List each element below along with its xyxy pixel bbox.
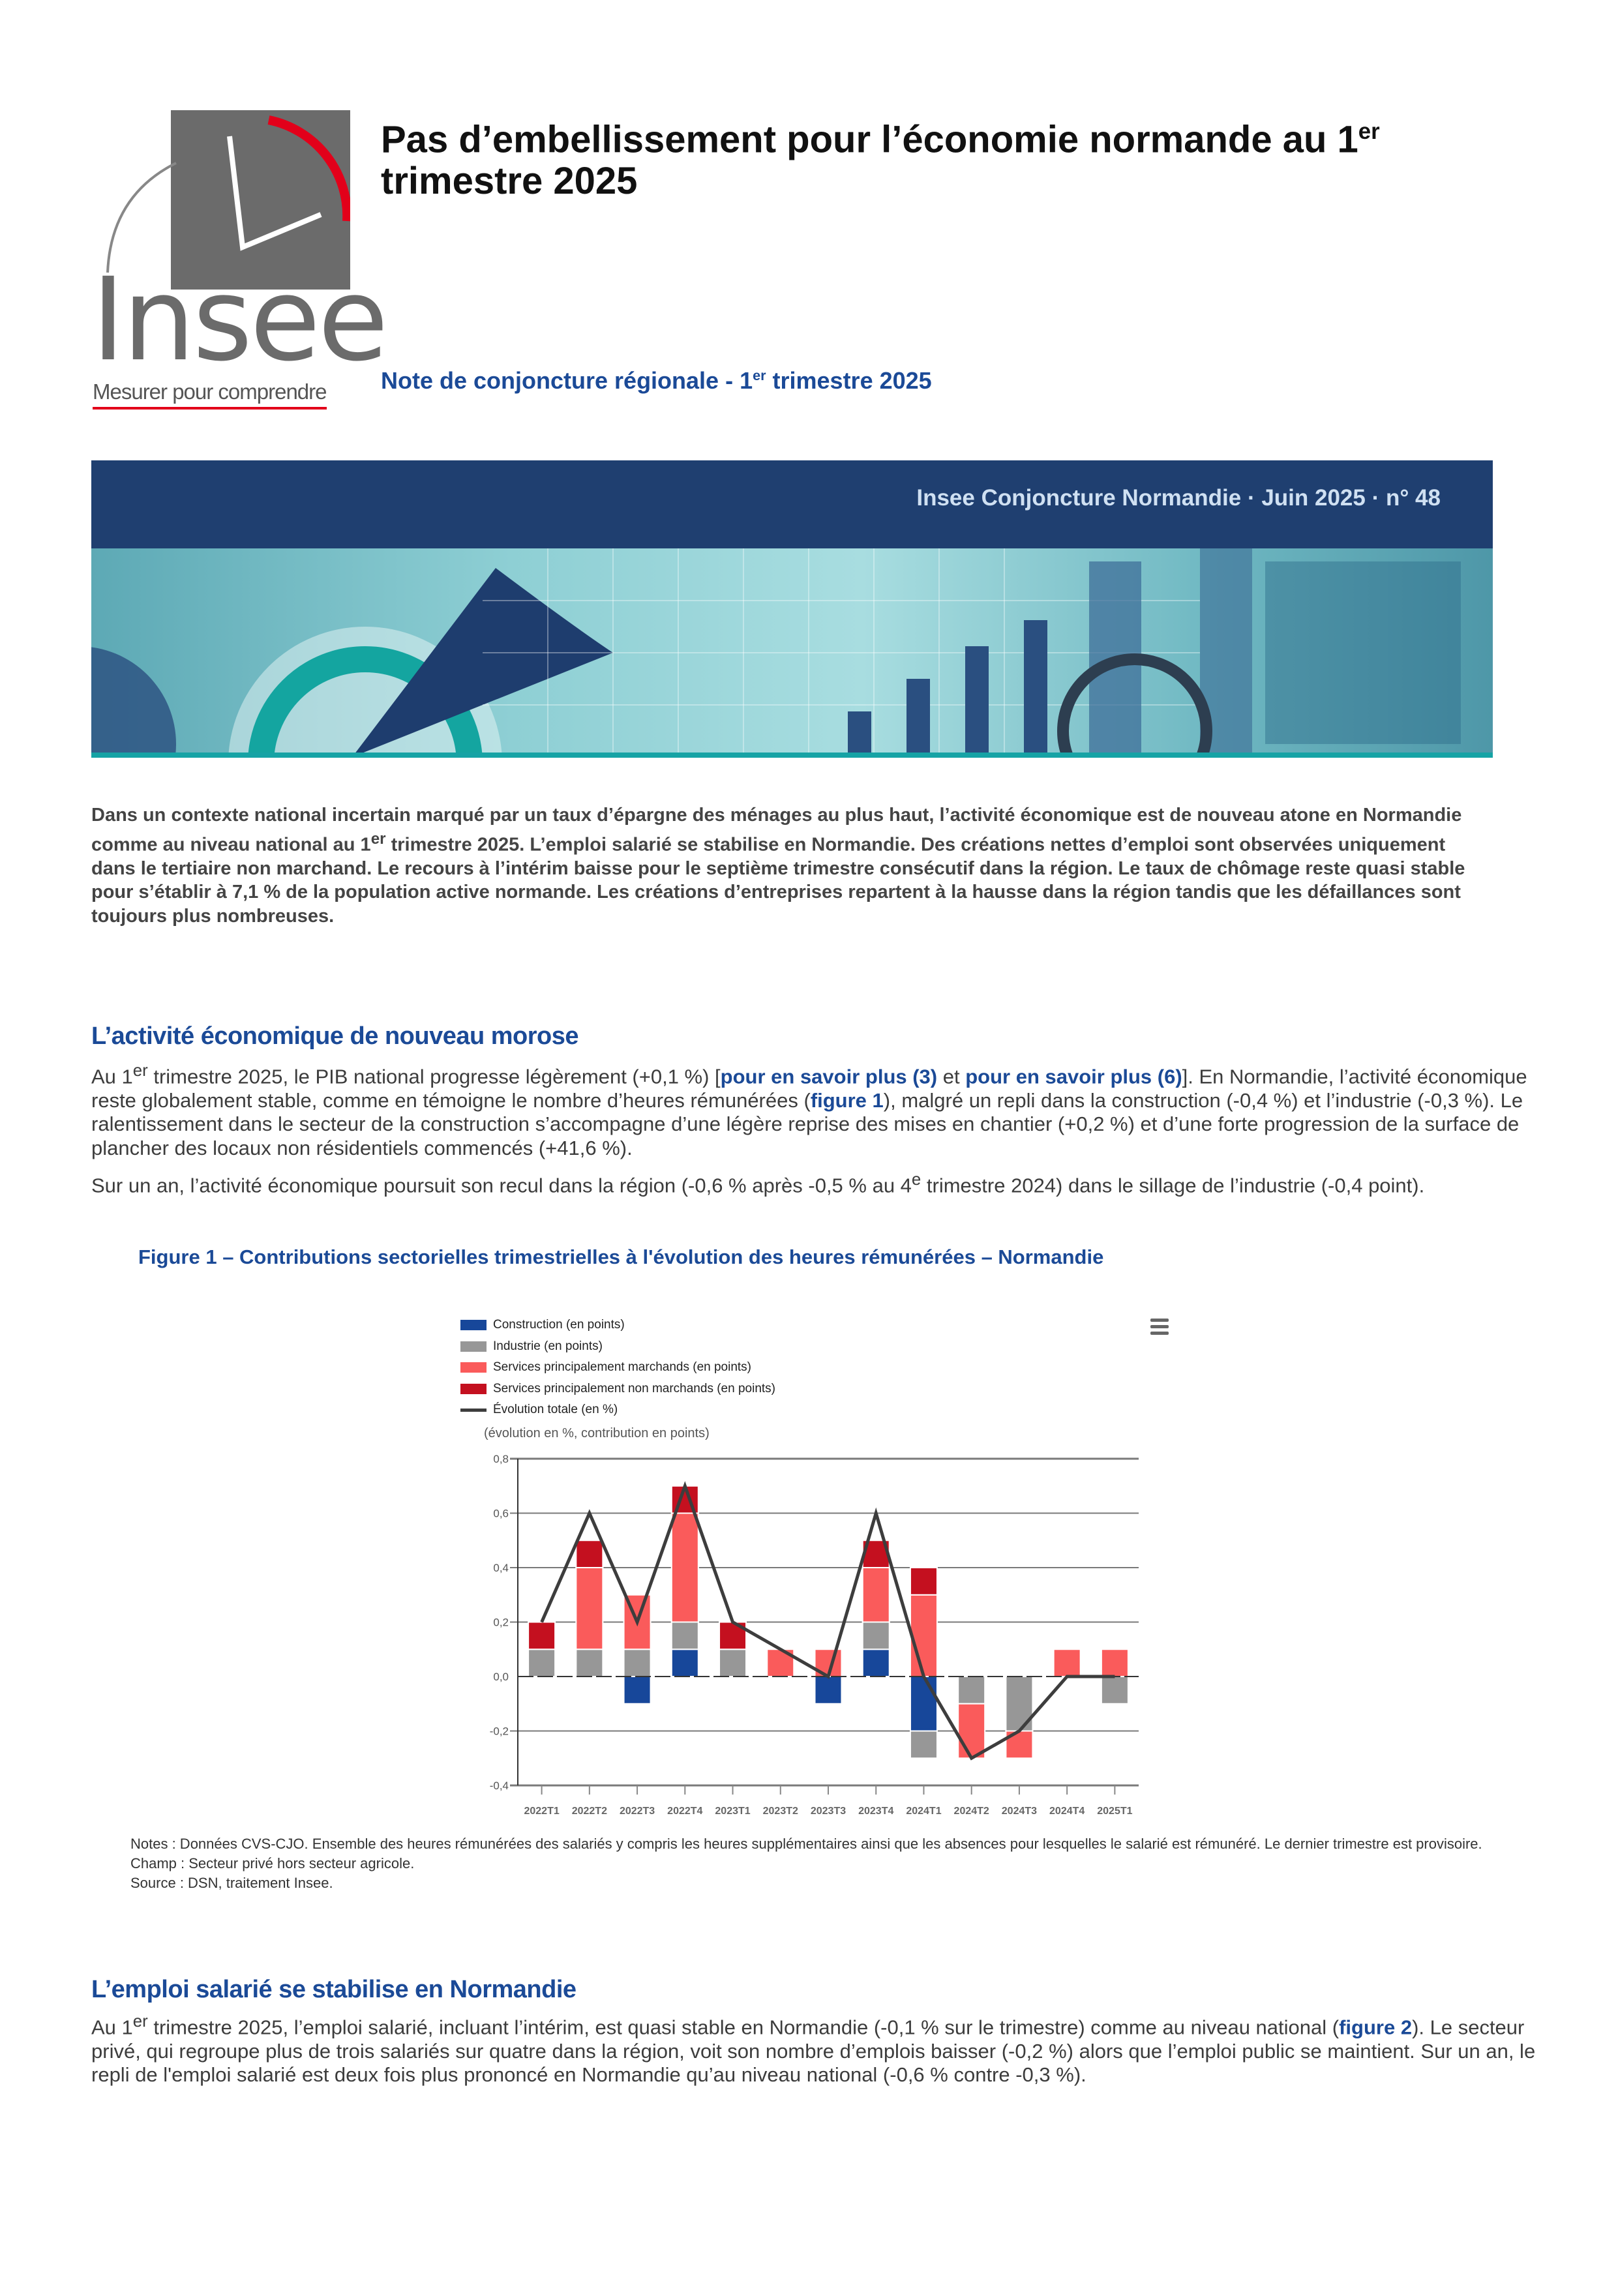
bar-segment [910,1568,937,1595]
link-pour-en-savoir-plus-3[interactable]: pour en savoir plus (3) [720,1065,938,1088]
title-text: Pas d’embellissement pour l’économie normande au 1 [381,118,1358,161]
chart-unit-label: (évolution en %, contribution en points) [484,1426,710,1440]
sup: er [132,1062,148,1080]
banner-text: Insee Conjoncture Normandie · Juin 2025 · n° 48 [916,485,1441,511]
abstract-text-end: trimestre 2025. L’emploi salarié se stabilise en Normandie. Des créations nettes d’emploi sont observées uniquement dans le tertiaire non marchand. Le recours à l’intérim baisse pour le septième trimestre consécutif dans la région. Le taux de chômage reste quasi stable pour s’établir à 7,1 % de la population active normande. Les créations d’entreprises repartent à la hausse dans la région tandis que les défaillances sont toujours plus nombreuses. [91,834,1465,927]
link-pour-en-savoir-plus-6[interactable]: pour en savoir plus (6) [965,1065,1182,1088]
legend-swatch [460,1320,487,1330]
x-tick-label: 2022T2 [571,1806,607,1817]
legend-label: Construction (en points) [493,1318,625,1332]
legend-item-industrie[interactable] [460,1336,775,1358]
bar-segment [863,1649,890,1677]
sup: e [911,1170,921,1189]
y-tick-label: -0,2 [489,1725,509,1738]
bar-segment [1006,1677,1032,1731]
y-tick-label: -0,4 [489,1780,509,1792]
x-tick-label: 2023T3 [810,1806,846,1817]
bar-segment [1101,1649,1128,1677]
champ-text: Champ : Secteur privé hors secteur agricole. [130,1855,415,1871]
source-text: Source : DSN, traitement Insee. [130,1875,333,1891]
link-figure-1[interactable]: figure 1 [810,1088,884,1112]
text: trimestre 2025, le PIB national progresse légèrement (+0,1 %) [ [147,1065,721,1088]
subtitle-text: Note de conjoncture régionale - 1 [381,367,753,394]
text: trimestre 2024) dans le sillage de l’industrie (-0,4 point). [921,1174,1425,1197]
x-tick-label: 2024T3 [1001,1806,1038,1817]
page-title [381,111,1490,202]
logo-tagline: Mesurer pour comprendre [93,380,327,410]
y-tick-label: 0,4 [493,1562,509,1574]
y-tick-label: 0,8 [493,1453,509,1465]
subtitle-text-end: trimestre 2025 [766,367,932,394]
figure-1-chart [457,1435,1187,1826]
bar-segment [863,1568,890,1622]
text: Au 1 [91,1065,133,1088]
text: ), malgré un repli dans la construction (-0,4 %) et l’industrie (-0,3 %). Le ralentissement dans le secteur de la construction s’accompagne d’une légère reprise des mises en chantier (+0,2 %) et d’une forte progression de la surface de plancher des locaux non résidentiels commencés (+41,6 %). [91,1088,1523,1159]
x-tick-label: 2023T4 [858,1806,894,1817]
legend-item-services-non-marchands[interactable] [460,1379,775,1400]
x-tick-label: 2024T1 [906,1806,942,1817]
y-tick-label: 0,6 [493,1507,509,1520]
y-tick-label: 0,0 [493,1671,509,1683]
x-tick-label: 2023T1 [715,1806,751,1817]
subtitle-sup: er [753,367,766,383]
legend-item-construction[interactable] [460,1315,775,1336]
abstract [91,803,1493,928]
x-tick-label: 2022T1 [524,1806,560,1817]
legend-label: Services principalement non marchands (en points) [493,1381,775,1395]
x-tick-label: 2025T1 [1097,1806,1133,1817]
x-tick-label: 2024T2 [953,1806,989,1817]
bar-segment [576,1540,603,1568]
bar-segment [958,1704,985,1759]
legend-line [460,1409,487,1412]
bar-segment [910,1595,937,1677]
bar-segment [815,1677,842,1704]
bar-segment [863,1622,890,1650]
legend-item-evolution-totale[interactable] [460,1399,775,1421]
bar-segment [958,1677,985,1704]
paragraph [91,2010,1539,2087]
bar-segment [576,1568,603,1649]
text: Sur un an, l’activité économique poursuit son recul dans la région (-0,6 % après -0,5 % au 4 [91,1174,912,1197]
bar-segment [719,1649,746,1677]
publication-banner [91,460,1493,548]
chart-legend [460,1315,775,1421]
paragraph [91,1059,1539,1160]
notes-text: Notes : Données CVS-CJO. Ensemble des heures rémunérées des salariés y compris les heures supplémentaires ainsi que les absences pour lesquelles le salarié est rémunéré. Le dernier trimestre est provisoire. [130,1836,1482,1852]
paragraph [91,1168,1539,1198]
page-subtitle [381,367,932,395]
bar-segment [624,1677,651,1704]
link-figure-2[interactable]: figure 2 [1339,2016,1413,2039]
legend-swatch [460,1341,487,1352]
bar-segment [528,1649,555,1677]
figure-notes [130,1834,1500,1893]
title-text-end: trimestre 2025 [381,160,638,203]
legend-swatch [460,1384,487,1394]
bar-segment [1054,1649,1081,1677]
legend-label: Services principalement marchands (en points) [493,1360,752,1375]
abstract-text: Dans un contexte national incertain marqué par un taux d’épargne des ménages au plus haut, l’activité économique est de nouveau atone en Normandie comme au niveau national au 1 [91,805,1462,856]
bar-segment [1101,1677,1128,1704]
figure-title: Figure 1 – Contributions sectorielles trimestrielles à l'évolution des heures rémunérées – Normandie [138,1245,1104,1268]
abstract-sup: er [370,829,386,848]
section-heading-activity: L’activité économique de nouveau morose [91,1022,579,1050]
text: ]. En Normandie, l’activité économique reste globalement stable, comme en témoigne le nombre d’heures rémunérées ( [91,1065,1527,1112]
banner-illustration [91,548,1493,758]
bar-segment [672,1622,698,1650]
line-point [971,1758,972,1759]
text: Au 1 [91,2016,133,2039]
line-point [780,1649,781,1650]
sup: er [132,2012,148,2031]
x-tick-label: 2024T4 [1049,1806,1085,1817]
section-heading-employment: L’emploi salarié se stabilise en Normandie [91,1976,577,2003]
bar-segment [528,1622,555,1650]
text: ). Le secteur privé, qui regroupe plus de trois salariés sur quatre dans la région, voit son nombre d’emplois baisser (-0,2 %) alors que l’emploi public se maintient. Sur un an, le repli de l'emploi salarié est deux fois plus prononcé en Normandie qu’au niveau national (-0,6 % contre -0,3 %). [91,2016,1536,2087]
x-tick-label: 2022T4 [667,1806,703,1817]
legend-label: Industrie (en points) [493,1339,603,1353]
text: et [937,1065,966,1088]
legend-item-services-marchands[interactable] [460,1357,775,1379]
bar-segment [910,1731,937,1759]
bar-segment [910,1677,937,1731]
charts-collage-illustration [91,548,1493,758]
legend-swatch [460,1362,487,1373]
text: trimestre 2025, l’emploi salarié, incluant l’intérim, est quasi stable en Normandie (-0,1 % sur le trimestre) comme au niveau national ( [147,2016,1340,2039]
x-tick-label: 2023T2 [762,1806,798,1817]
bar-segment [672,1649,698,1677]
bar-segment [624,1649,651,1677]
y-tick-label: 0,2 [493,1616,509,1629]
title-sup: er [1358,119,1380,144]
legend-label: Évolution totale (en %) [493,1403,618,1417]
section-body-activity [91,1059,1539,1206]
x-tick-label: 2022T3 [619,1806,655,1817]
hamburger-menu-icon[interactable] [1150,1319,1169,1338]
bar-segment [672,1513,698,1622]
bar-segment [576,1649,603,1677]
section-body-employment [91,2010,1539,2095]
logo-wordmark: Insee [91,253,386,387]
